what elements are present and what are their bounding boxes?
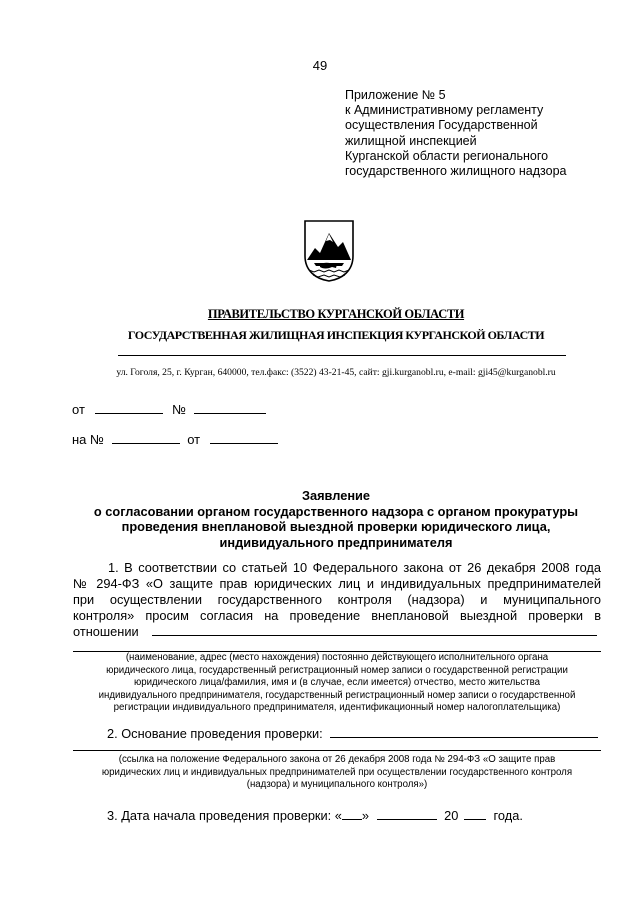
paragraph-line: контроля» просим согласия на проведение внеплановой выездной проверки в [73, 608, 601, 623]
start-day-field[interactable] [342, 809, 362, 820]
section-2-row [107, 726, 598, 741]
paragraph-line: при осуществлении государственного контроля (надзора) и муниципального [73, 592, 601, 607]
title-line: проведения внеплановой выездной проверки юридического лица, [121, 519, 551, 534]
number-label: № [172, 402, 187, 417]
coat-of-arms-icon [304, 220, 354, 282]
page-number: 49 [312, 58, 328, 73]
paragraph-last-line [73, 624, 601, 640]
footnote-line: юридических лиц и индивидуальных предпринимателей при осуществлении государственного контроля [101, 766, 573, 778]
section-2-footnote [73, 754, 601, 792]
year-prefix: 20 [444, 808, 459, 823]
appendix-header [345, 88, 625, 179]
start-month-field[interactable] [377, 809, 437, 820]
section-3-row [107, 808, 523, 823]
section-1-paragraph [73, 560, 601, 640]
basis-field[interactable] [330, 727, 598, 738]
org-contacts: ул. Гоголя, 25, г. Курган, 640000, тел.факс: (3522) 43-21-45, сайт: gji.kurganobl.ru, e-mail: gji45@kurganobl.ru [116, 367, 556, 378]
title-line: о согласовании органом государственного надзора с органом прокуратуры [93, 503, 579, 519]
footnote-line: регистрации индивидуального предпринимателя, идентификационный номер налогоплательщика) [113, 702, 561, 714]
registration-reply-row [72, 432, 278, 447]
subject-name-field[interactable] [152, 625, 597, 636]
footnote-line: индивидуального предпринимателя, государственный регистрационный номер записи о государственной [98, 689, 576, 701]
footnote-line: юридического лица/фамилия, имя и (в случае, если имеется) отчество, место жительства [133, 677, 541, 689]
appendix-line: к Административному регламенту [345, 103, 544, 118]
basis-label: 2. Основание проведения проверки: [107, 726, 323, 741]
day-close-quote: » [361, 808, 370, 823]
from-label: от [72, 402, 85, 417]
appendix-line: жилищной инспекцией [345, 133, 477, 148]
appendix-line: Курганской области регионального [345, 148, 549, 163]
start-date-label: 3. Дата начала проведения проверки: « [107, 808, 342, 823]
appendix-line: государственного жилищного надзора [345, 164, 567, 179]
org-inspection-title: ГОСУДАРСТВЕННАЯ ЖИЛИЩНАЯ ИНСПЕКЦИЯ КУРГАНСКОЙ ОБЛАСТИ [127, 328, 545, 342]
footnote-line: (ссылка на положение Федерального закона от 26 декабря 2008 года № 294-ФЗ «О защите прав [118, 754, 556, 765]
on-number-label: на № [72, 432, 104, 447]
footnote-line: (наименование, адрес (место нахождения) постоянно действующего исполнительного органа [125, 652, 549, 663]
org-government-title: ПРАВИТЕЛЬСТВО КУРГАНСКОЙ ОБЛАСТИ [207, 307, 465, 321]
footnote-line: юридического лица, государственный регистрационный номер записи о государственной регистрации [106, 664, 568, 676]
registration-from-row [72, 402, 266, 417]
from-date-field[interactable] [95, 403, 163, 414]
appendix-line: Приложение № 5 [345, 88, 446, 102]
start-year-field[interactable] [464, 809, 486, 820]
paragraph-line: 1. В соответствии со статьей 10 Федерального закона от 26 декабря 2008 года [108, 560, 601, 575]
section-1-footnote [73, 652, 601, 715]
in-relation-label: отношении [73, 624, 139, 639]
header-divider [118, 355, 566, 356]
paragraph-line: № 294-ФЗ «О защите прав юридических лиц и индивидуальных предпринимателей [73, 576, 601, 591]
appendix-line: осуществления Государственной [345, 118, 538, 133]
title-line: Заявление [301, 488, 371, 503]
year-suffix: года. [493, 808, 523, 823]
document-title [0, 488, 640, 550]
footnote-line: (надзора) и муниципального контроля») [246, 779, 428, 791]
incoming-number-field[interactable] [112, 433, 180, 444]
incoming-date-field[interactable] [210, 433, 278, 444]
on-from-label: от [187, 432, 201, 447]
title-line: индивидуального предпринимателя [219, 534, 453, 550]
outgoing-number-field[interactable] [194, 403, 266, 414]
basis-details-line[interactable] [73, 750, 601, 751]
